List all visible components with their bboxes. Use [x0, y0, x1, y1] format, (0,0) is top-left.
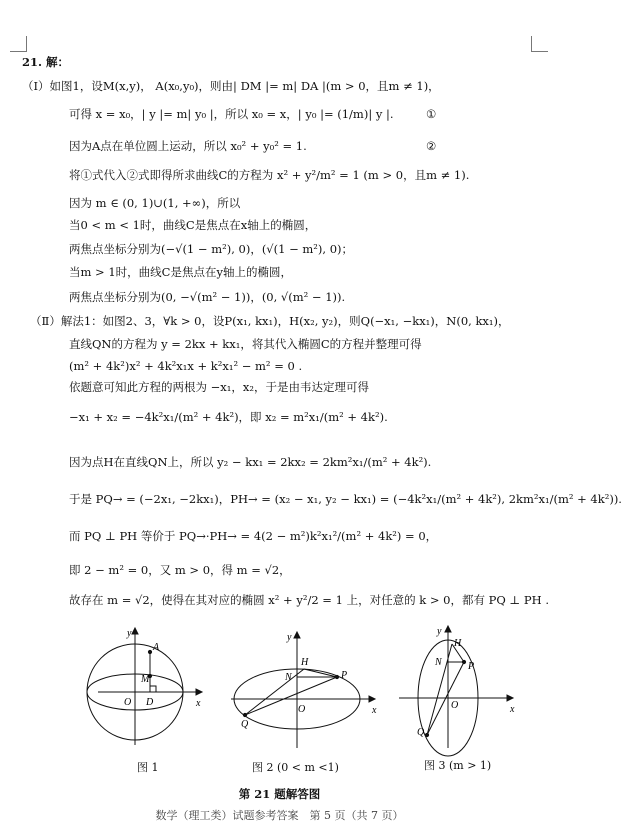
fig3-label-y: y: [437, 626, 442, 637]
solution-line-15: 因为点H在直线QN上，所以 y₂ − kx₁ = 2kx₂ = 2km²x₁/(m² + 4k²).: [69, 455, 432, 469]
fig2-label-H: H: [301, 657, 309, 668]
fig2-label-x: x: [372, 705, 377, 716]
figures-title: 第 21 题解答图: [238, 787, 321, 801]
crop-mark-top-left-h: [10, 51, 27, 52]
fig1-label-x: x: [196, 698, 201, 709]
fig2-label-N: N: [285, 672, 292, 683]
solution-line-2: 可得 x = x₀，| y |= m| y₀ |，所以 x₀ = x，| y₀ |= (1/m)| y |.: [69, 107, 394, 121]
fig1-label-D: D: [146, 697, 154, 708]
fig1-label-y: y: [127, 628, 132, 639]
fig1-caption: 图 1: [137, 761, 159, 774]
fig3-label-P: P: [468, 661, 475, 672]
solution-line-14: −x₁ + x₂ = −4k²x₁/(m² + 4k²)，即 x₂ = m²x₁/(m² + 4k²).: [69, 410, 388, 424]
solution-line-4: 将①式代入②式即得所求曲线C的方程为 x² + y²/m² = 1 (m > 0，且m ≠ 1).: [69, 168, 470, 182]
solution-line-13: 依题意可知此方程的两根为 −x₁，x₂，于是由韦达定理可得: [69, 380, 369, 394]
fig2-caption: 图 2 (0 < m <1): [252, 761, 339, 774]
solution-line-11: 直线QN的方程为 y = 2kx + kx₁，将其代入椭圆C的方程并整理可得: [69, 337, 422, 351]
fig2-label-Q: Q: [241, 719, 249, 730]
solution-line-9: 两焦点坐标分别为(0, −√(m² − 1))，(0, √(m² − 1)).: [69, 290, 346, 304]
solution-line-6: 当0 < m < 1时，曲线C是焦点在x轴上的椭圆，: [69, 218, 317, 232]
marker-2: ②: [426, 139, 437, 153]
crop-mark-top-left: [26, 36, 27, 52]
figure-3: [395, 620, 525, 750]
figure-2: [225, 620, 385, 750]
solution-line-5: 因为 m ∈ (0, 1)∪(1, +∞)，所以: [69, 196, 241, 210]
marker-1: ①: [426, 107, 437, 121]
fig1-label-A: A: [153, 642, 160, 653]
solution-line-19: 故存在 m = √2，使得在其对应的椭圆 x² + y²/2 = 1 上，对任意的 k > 0，都有 PQ ⊥ PH .: [69, 593, 549, 607]
fig3-label-N: N: [435, 657, 442, 668]
fig3-label-Q: Q: [417, 727, 425, 738]
fig1-label-O: O: [124, 697, 132, 708]
crop-mark-top-right-h: [531, 51, 548, 52]
fig3-label-O: O: [451, 700, 459, 711]
fig2-label-P: P: [341, 670, 348, 681]
fig3-label-x: x: [510, 704, 515, 715]
solution-line-3: 因为A点在单位圆上运动，所以 x₀² + y₀² = 1.: [69, 139, 307, 153]
problem-number: 21. 解：: [22, 55, 70, 69]
solution-line-10: （Ⅱ）解法1：如图2、3，∀k > 0，设P(x₁, kx₁)，H(x₂, y₂)，则Q(−x₁, −kx₁)，N(0, kx₁)，: [30, 314, 510, 328]
solution-line-7: 两焦点坐标分别为(−√(1 − m²), 0)，(√(1 − m²), 0)；: [69, 242, 353, 256]
fig1-label-M: M: [141, 674, 150, 685]
crop-mark-top-right: [531, 36, 532, 52]
solution-line-12: (m² + 4k²)x² + 4k²x₁x + k²x₁² − m² = 0 .: [69, 359, 303, 373]
figure-1: [90, 620, 210, 750]
solution-line-17: 而 PQ ⊥ PH 等价于 PQ→·PH→ = 4(2 − m²)k²x₁²/(m² + 4k²) = 0，: [69, 529, 438, 543]
fig2-label-O: O: [298, 704, 306, 715]
page-footer: 数学（理工类）试题参考答案 第 5 页（共 7 页）: [155, 809, 404, 822]
fig2-label-y: y: [287, 632, 292, 643]
solution-line-16: 于是 PQ→ = (−2x₁, −2kx₁)，PH→ = (x₂ − x₁, y₂ − kx₁) = (−4k²x₁/(m² + 4k²), 2km²x₁/(m² + 4k²)).: [69, 492, 622, 506]
solution-line-8: 当m > 1时，曲线C是焦点在y轴上的椭圆，: [69, 265, 292, 279]
fig3-caption: 图 3 (m > 1): [424, 759, 492, 772]
solution-line-1: （Ⅰ）如图1，设M(x,y)， A(x₀,y₀)，则由| DM |= m| DA |(m > 0，且m ≠ 1)，: [22, 79, 440, 93]
solution-line-18: 即 2 − m² = 0，又 m > 0，得 m = √2，: [69, 563, 291, 577]
fig3-label-H: H: [454, 638, 462, 649]
